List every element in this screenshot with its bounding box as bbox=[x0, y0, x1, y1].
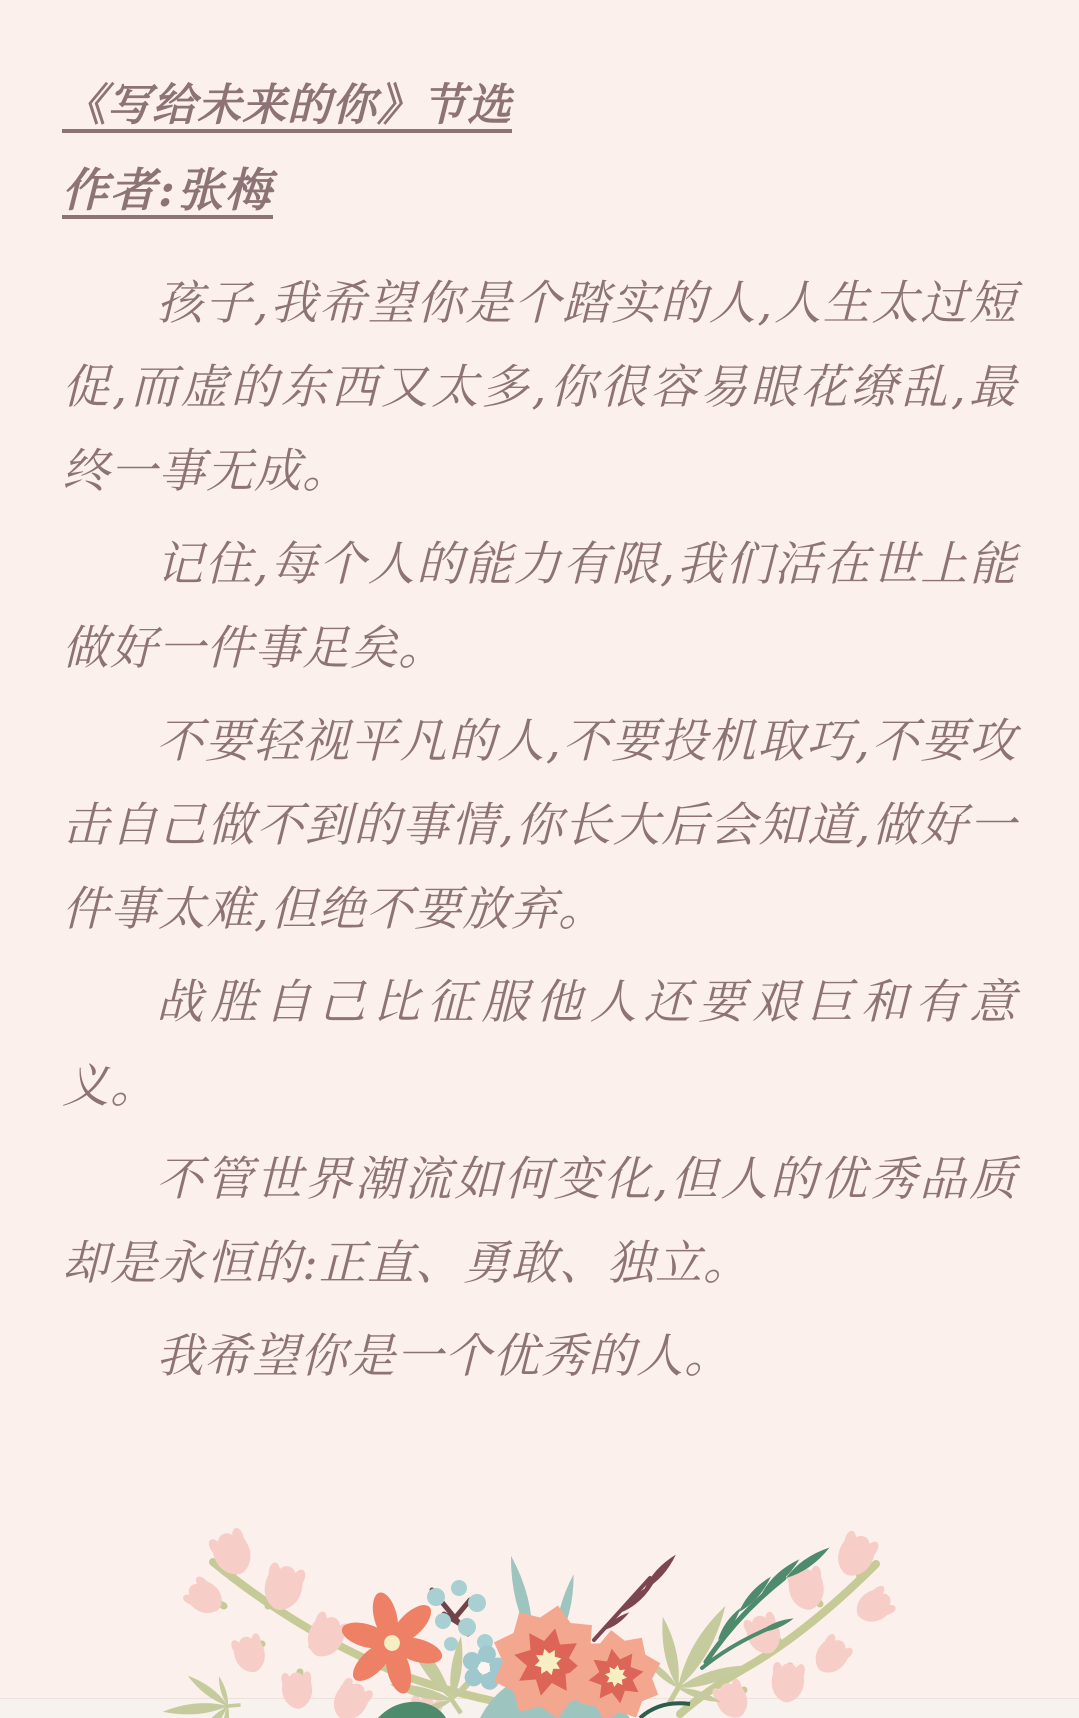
poem-paragraph-2: 记住,每个人的能力有限,我们活在世上能做好一件事足矣。 bbox=[62, 537, 1017, 676]
poem-paragraph-6: 我希望你是一个优秀的人。 bbox=[156, 1329, 732, 1384]
poem-title: 《写给未来的你》节选 bbox=[62, 80, 512, 131]
floral-bouquet-illustration bbox=[0, 1518, 1079, 1718]
poem-paragraph-1: 孩子,我希望你是个踏实的人,人生太过短促,而虚的东西又太多,你很容易眼花缭乱,最终一事无成。 bbox=[62, 276, 1017, 499]
poem-paragraph-4: 战胜自己比征服他人还要艰巨和有意义。 bbox=[62, 975, 1017, 1114]
poem-author: 作者:张梅 bbox=[62, 163, 273, 217]
poem-paragraph-5: 不管世界潮流如何变化,但人的优秀品质却是永恒的:正直、勇敢、独立。 bbox=[62, 1152, 1017, 1291]
poem-paragraph-3: 不要轻视平凡的人,不要投机取巧,不要攻击自己做不到的事情,你长大后会知道,做好一件事太难,但绝不要放弃。 bbox=[62, 714, 1017, 937]
